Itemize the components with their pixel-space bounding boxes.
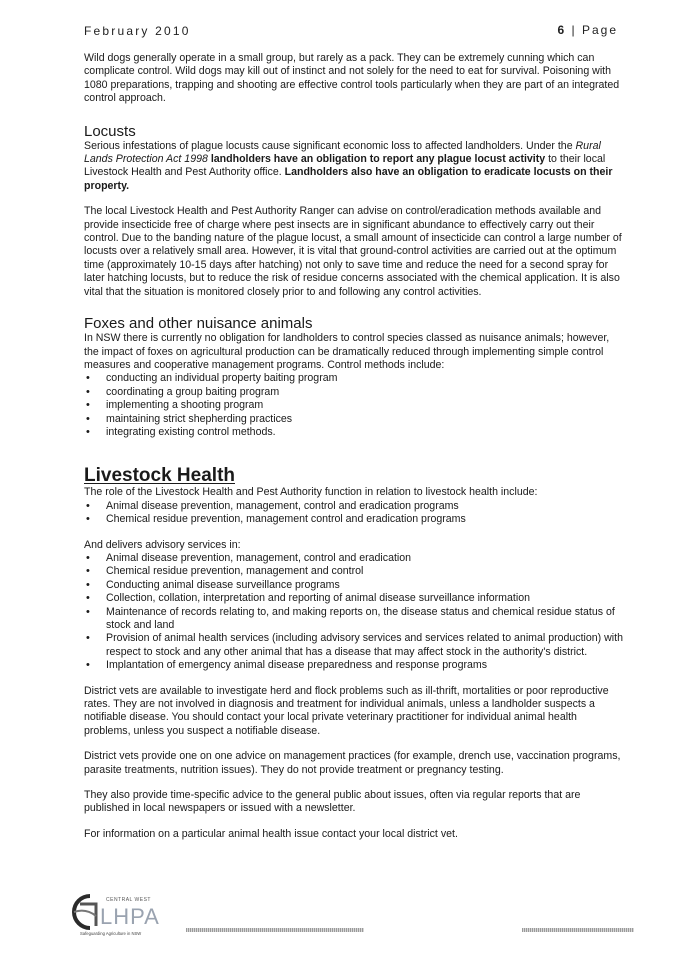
list-item: • Provision of animal health services (including advisory services and services related to animal production) with respect to stock and any other animal that has a disease that may affect stock in the authority's district.	[84, 632, 624, 659]
list-item: • integrating existing control methods.	[84, 426, 624, 439]
locusts-paragraph-1	[84, 140, 624, 194]
foxes-heading: Foxes and other nuisance animals	[84, 315, 313, 333]
page-content	[84, 52, 624, 841]
obligation-eradicate: Landholders also have an obligation to eradicate locusts on their property.	[84, 166, 613, 192]
list-item: • Chemical residue prevention, management and control	[84, 565, 624, 578]
livestock-intro: The role of the Livestock Health and Pest Authority function in relation to livestock health include:	[84, 486, 538, 499]
locusts-p1-mid: to their local Livestock Health and Pest Authority office.	[84, 153, 606, 179]
list-item: • Collection, collation, interpretation and reporting of animal disease surveillance information	[84, 592, 624, 605]
advisory-intro: And delivers advisory services in:	[84, 538, 241, 551]
lhpa-logo-mark	[66, 886, 176, 938]
foxes-intro: In NSW there is currently no obligation for landholders to control species classed as nuisance animals; however, the impact of foxes on agricultural production can be dramatically reduced through implementing simple control measures and cooperative management programs. Control methods include:	[84, 332, 610, 371]
logo-tagline: Safeguarding Agriculture in NSW	[80, 931, 142, 936]
page-separator: |	[566, 23, 582, 37]
livestock-health-heading: Livestock Health	[84, 465, 235, 487]
list-item: • Animal disease prevention, management, control and eradication	[84, 552, 624, 565]
lhpa-logo	[66, 886, 176, 938]
footer-scan-band-left	[186, 928, 364, 932]
list-item: • implementing a shooting program	[84, 399, 624, 412]
public-advice-paragraph: They also provide time-specific advice to the general public about issues, often via regular reports that are published in local newspapers or issued with a newsletter.	[84, 789, 581, 815]
list-item: • maintaining strict shepherding practices	[84, 413, 624, 426]
foxes-control-list	[84, 372, 624, 439]
list-item: • Animal disease prevention, management, control and eradication programs	[84, 500, 624, 513]
locusts-heading: Locusts	[84, 122, 136, 140]
locusts-paragraph-2: The local Livestock Health and Pest Authority Ranger can advise on control/eradication methods available and provide insecticide free of charge where pest insects are in significant abundance to effectively carry out their control. Due to the banding nature of the plague locust, a small amount of insecticide can control a large number of locusts over a relatively small area. However, it is vital that ground-control activities are carried out at the optimum time (approximately 10-15 days after hatching) not only to save time and reduce the need for a second spray for later hatching locusts, but to reduce the risk of residue concerns associated with the chemical application. It is also vital that the situation is monitored closely prior to and following any control activities.	[84, 205, 622, 298]
obligation-report: landholders have an obligation to report any plague locust activity	[207, 153, 546, 166]
management-advice-paragraph: District vets provide one on one advice on management practices (for example, drench use, vaccination programs, parasite treatments, nutrition issues). They do not provide treatment or pregnancy testing.	[84, 750, 621, 776]
header-date: February 2010	[84, 24, 191, 38]
district-vets-paragraph: District vets are available to investigate herd and flock problems such as ill-thrift, mortalities or poor reproductive rates. They are not involved in diagnosis and treatment for individual animals, unless a landholder suspects a notifiable disease. You should contact your local private veterinary practitioner for individual animal health problems, unless you suspect a notifiable disease.	[84, 684, 609, 737]
advisory-services-list	[84, 552, 624, 673]
locusts-p1-start: Serious infestations of plague locusts cause significant economic loss to affected landholders. Under the	[84, 139, 576, 152]
list-item: • conducting an individual property baiting program	[84, 372, 624, 385]
footer-scan-band-right	[522, 928, 634, 932]
list-item: • Chemical residue prevention, management control and eradication programs	[84, 513, 624, 526]
contact-paragraph: For information on a particular animal health issue contact your local district vet.	[84, 827, 458, 840]
list-item: • Conducting animal disease surveillance programs	[84, 579, 624, 592]
list-item: • coordinating a group baiting program	[84, 386, 624, 399]
act-reference: Rural Lands Protection Act 1998	[84, 139, 601, 166]
page-number: 6	[557, 23, 567, 37]
list-item: • Implantation of emergency animal disease preparedness and response programs	[84, 659, 624, 672]
page-word: Page	[581, 23, 618, 37]
list-item: • Maintenance of records relating to, and making reports on, the disease status and chemical residue status of stock and land	[84, 606, 624, 633]
logo-main-text: LHPA	[100, 904, 160, 929]
header-page-number	[557, 23, 618, 37]
logo-small-text: CENTRAL WEST	[106, 897, 151, 903]
livestock-role-list	[84, 500, 624, 527]
wild-dogs-paragraph: Wild dogs generally operate in a small group, but rarely as a pack. They can be extremely cunning which can complicate control. Wild dogs may kill out of instinct and not solely for the need to eat for survival. Poisoning with 1080 preparations, trapping and shooting are effective control tools particularly when they are part of an integrated control approach.	[84, 52, 620, 105]
